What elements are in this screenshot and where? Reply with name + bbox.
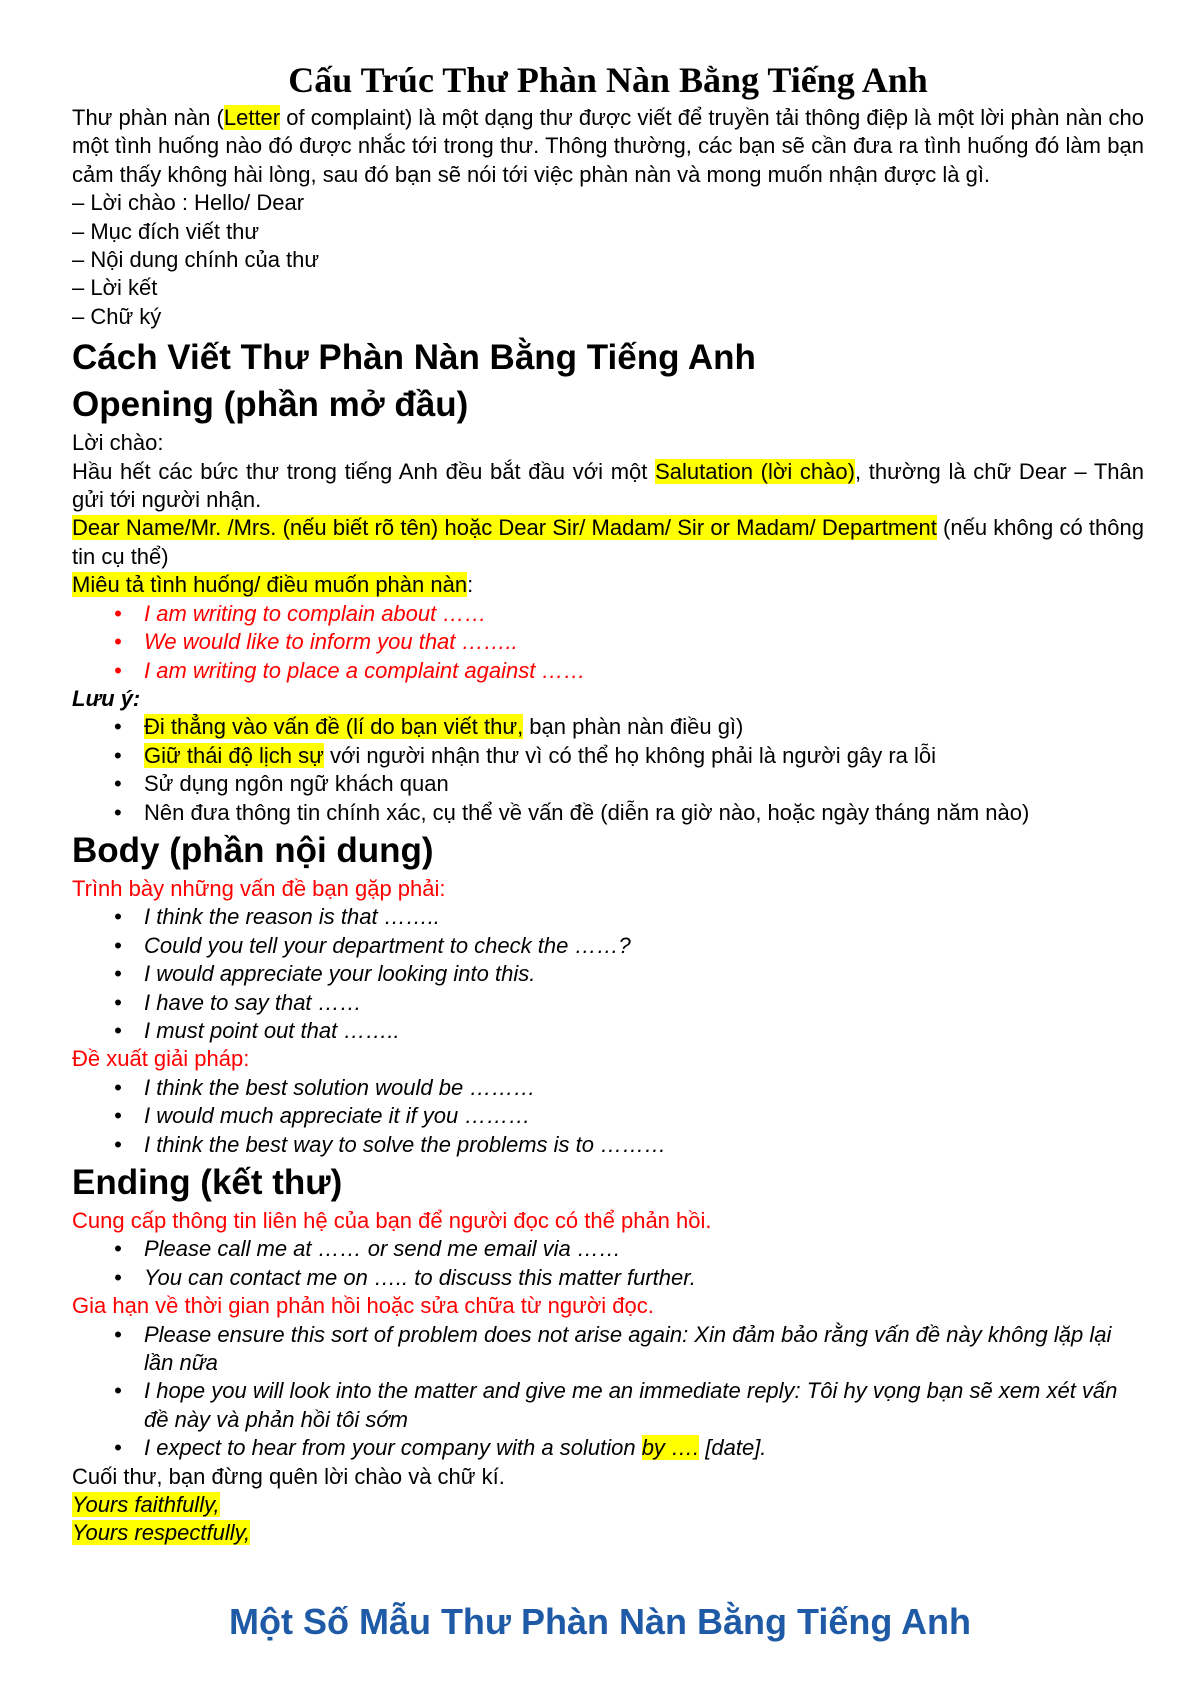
describe-colon: : xyxy=(467,572,474,598)
list-item: • I think the best way to solve the problems is to ……… xyxy=(72,1131,1144,1159)
salutation-text-end: , thường là chữ Dear – Thân gửi tới người nhận. xyxy=(72,458,1145,513)
closing-note: Cuối thư, bạn đừng quên lời chào và chữ kí. xyxy=(72,1463,505,1489)
note-highlight: Giữ thái độ lịch sự xyxy=(144,742,324,768)
document-page xyxy=(72,58,1144,1548)
list-item: • Could you tell your department to check the ……? xyxy=(72,932,1144,960)
structure-item: – Nội dung chính của thư xyxy=(72,247,320,273)
dear-paragraph xyxy=(72,514,1144,571)
list-item: • You can contact me on ….. to discuss this matter further. xyxy=(72,1264,1144,1292)
salutation-paragraph xyxy=(72,458,1144,515)
contact-label: Cung cấp thông tin liên hệ của bạn để người đọc có thể phản hồi. xyxy=(72,1208,712,1233)
list-item xyxy=(72,713,1144,741)
describe-label xyxy=(72,571,1144,599)
list-item: • Sử dụng ngôn ngữ khách quan xyxy=(72,770,1144,798)
contact-list xyxy=(72,1235,1144,1292)
list-item: • I would appreciate your looking into this. xyxy=(72,960,1144,988)
list-item: • Nên đưa thông tin chính xác, cụ thể về vấn đề (diễn ra giờ nào, hoặc ngày tháng năm nào) xyxy=(72,799,1144,827)
describe-highlight: Miêu tả tình huống/ điều muốn phàn nàn xyxy=(72,572,468,598)
deadline-list xyxy=(72,1321,1144,1463)
list-item: • Please ensure this sort of problem does not arise again: Xin đảm bảo rằng vấn đề này không lặp lại lần nữa xyxy=(72,1321,1144,1378)
list-item: • I think the reason is that …….. xyxy=(72,903,1144,931)
list-item xyxy=(72,742,1144,770)
salutation-highlight: Salutation (lời chào) xyxy=(655,458,855,484)
problems-list xyxy=(72,903,1144,1045)
body-heading: Body (phần nội dung) xyxy=(72,830,434,870)
greeting-label: Lời chào: xyxy=(72,430,164,456)
bottom-title: Một Số Mẫu Thư Phàn Nàn Bằng Tiếng Anh xyxy=(228,1601,972,1642)
structure-item: – Lời chào : Hello/ Dear xyxy=(72,190,305,216)
list-item: • I would much appreciate it if you ……… xyxy=(72,1102,1144,1130)
list-item: • I think the best solution would be ……… xyxy=(72,1074,1144,1102)
list-item: • Please call me at …… or send me email via …… xyxy=(72,1235,1144,1263)
intro-paragraph xyxy=(72,104,1144,189)
note-text: với người nhận thư vì có thể họ không phải là người gây ra lỗi xyxy=(323,742,937,768)
structure-list xyxy=(72,189,1144,331)
dear-highlight: Dear Name/Mr. /Mrs. (nếu biết rõ tên) hoặc Dear Sir/ Madam/ Sir or Madam/ Department xyxy=(72,515,937,541)
note-highlight: Đi thẳng vào vấn đề (lí do bạn viết thư, xyxy=(144,714,524,740)
intro-text-end: of complaint) là một dạng thư được viết để truyền tải thông điệp là một lời phàn nàn cho một tình huống nào đó được nhắc tới trong thư. Thông thường, các bạn sẽ cần đưa ra tình huống đó làm bạn cảm thấy không hài lòng, sau đó bạn sẽ nói tới việc phàn nàn và mong muốn nhận được là gì. xyxy=(72,105,1144,187)
signoff-faithfully: Yours faithfully, xyxy=(72,1492,220,1518)
list-item: • I am writing to complain about …… xyxy=(72,600,1144,628)
page-title: Cấu Trúc Thư Phàn Nàn Bằng Tiếng Anh xyxy=(288,60,928,100)
structure-item: – Chữ ký xyxy=(72,303,162,329)
signoff-respectfully: Yours respectfully, xyxy=(72,1520,251,1546)
main-heading: Cách Viết Thư Phàn Nàn Bằng Tiếng Anh xyxy=(72,338,756,378)
deadline-label: Gia hạn về thời gian phản hồi hoặc sửa chữa từ người đọc. xyxy=(72,1293,654,1319)
list-item: • I must point out that …….. xyxy=(72,1017,1144,1045)
opening-heading: Opening (phần mở đầu) xyxy=(72,385,469,425)
dear-text-end: (nếu không có thông tin cụ thể) xyxy=(72,515,1144,569)
solutions-list xyxy=(72,1074,1144,1159)
notes-list xyxy=(72,713,1144,827)
structure-item: – Lời kết xyxy=(72,275,158,301)
problems-label: Trình bày những vấn đề bạn gặp phải: xyxy=(72,875,446,901)
list-item: • I am writing to place a complaint against …… xyxy=(72,657,1144,685)
deadline-text: I expect to hear from your company with a solution xyxy=(144,1435,642,1461)
structure-item: – Mục đích viết thư xyxy=(72,218,260,244)
deadline-text: [date]. xyxy=(699,1435,767,1461)
deadline-highlight: by …. xyxy=(641,1435,700,1461)
intro-text-start: Thư phàn nàn ( xyxy=(72,105,224,130)
list-item: • I have to say that …… xyxy=(72,989,1144,1017)
ending-heading: Ending (kết thư) xyxy=(72,1163,343,1202)
signoff-line xyxy=(72,1519,1144,1547)
list-item xyxy=(72,1434,1144,1462)
intro-highlight: Letter xyxy=(223,105,281,130)
list-item: • We would like to inform you that …….. xyxy=(72,628,1144,656)
list-item: • I hope you will look into the matter and give me an immediate reply: Tôi hy vọng bạn sẽ xem xét vấn đề này và phản hồi tôi sớm xyxy=(72,1377,1144,1434)
signoff-line xyxy=(72,1491,1144,1519)
solutions-label: Đề xuất giải pháp: xyxy=(72,1046,250,1072)
note-text: bạn phàn nàn điều gì) xyxy=(523,714,744,740)
opening-phrases-list xyxy=(72,600,1144,685)
note-label: Lưu ý: xyxy=(72,685,141,711)
salutation-text-start: Hầu hết các bức thư trong tiếng Anh đều bắt đầu với một xyxy=(72,458,656,484)
